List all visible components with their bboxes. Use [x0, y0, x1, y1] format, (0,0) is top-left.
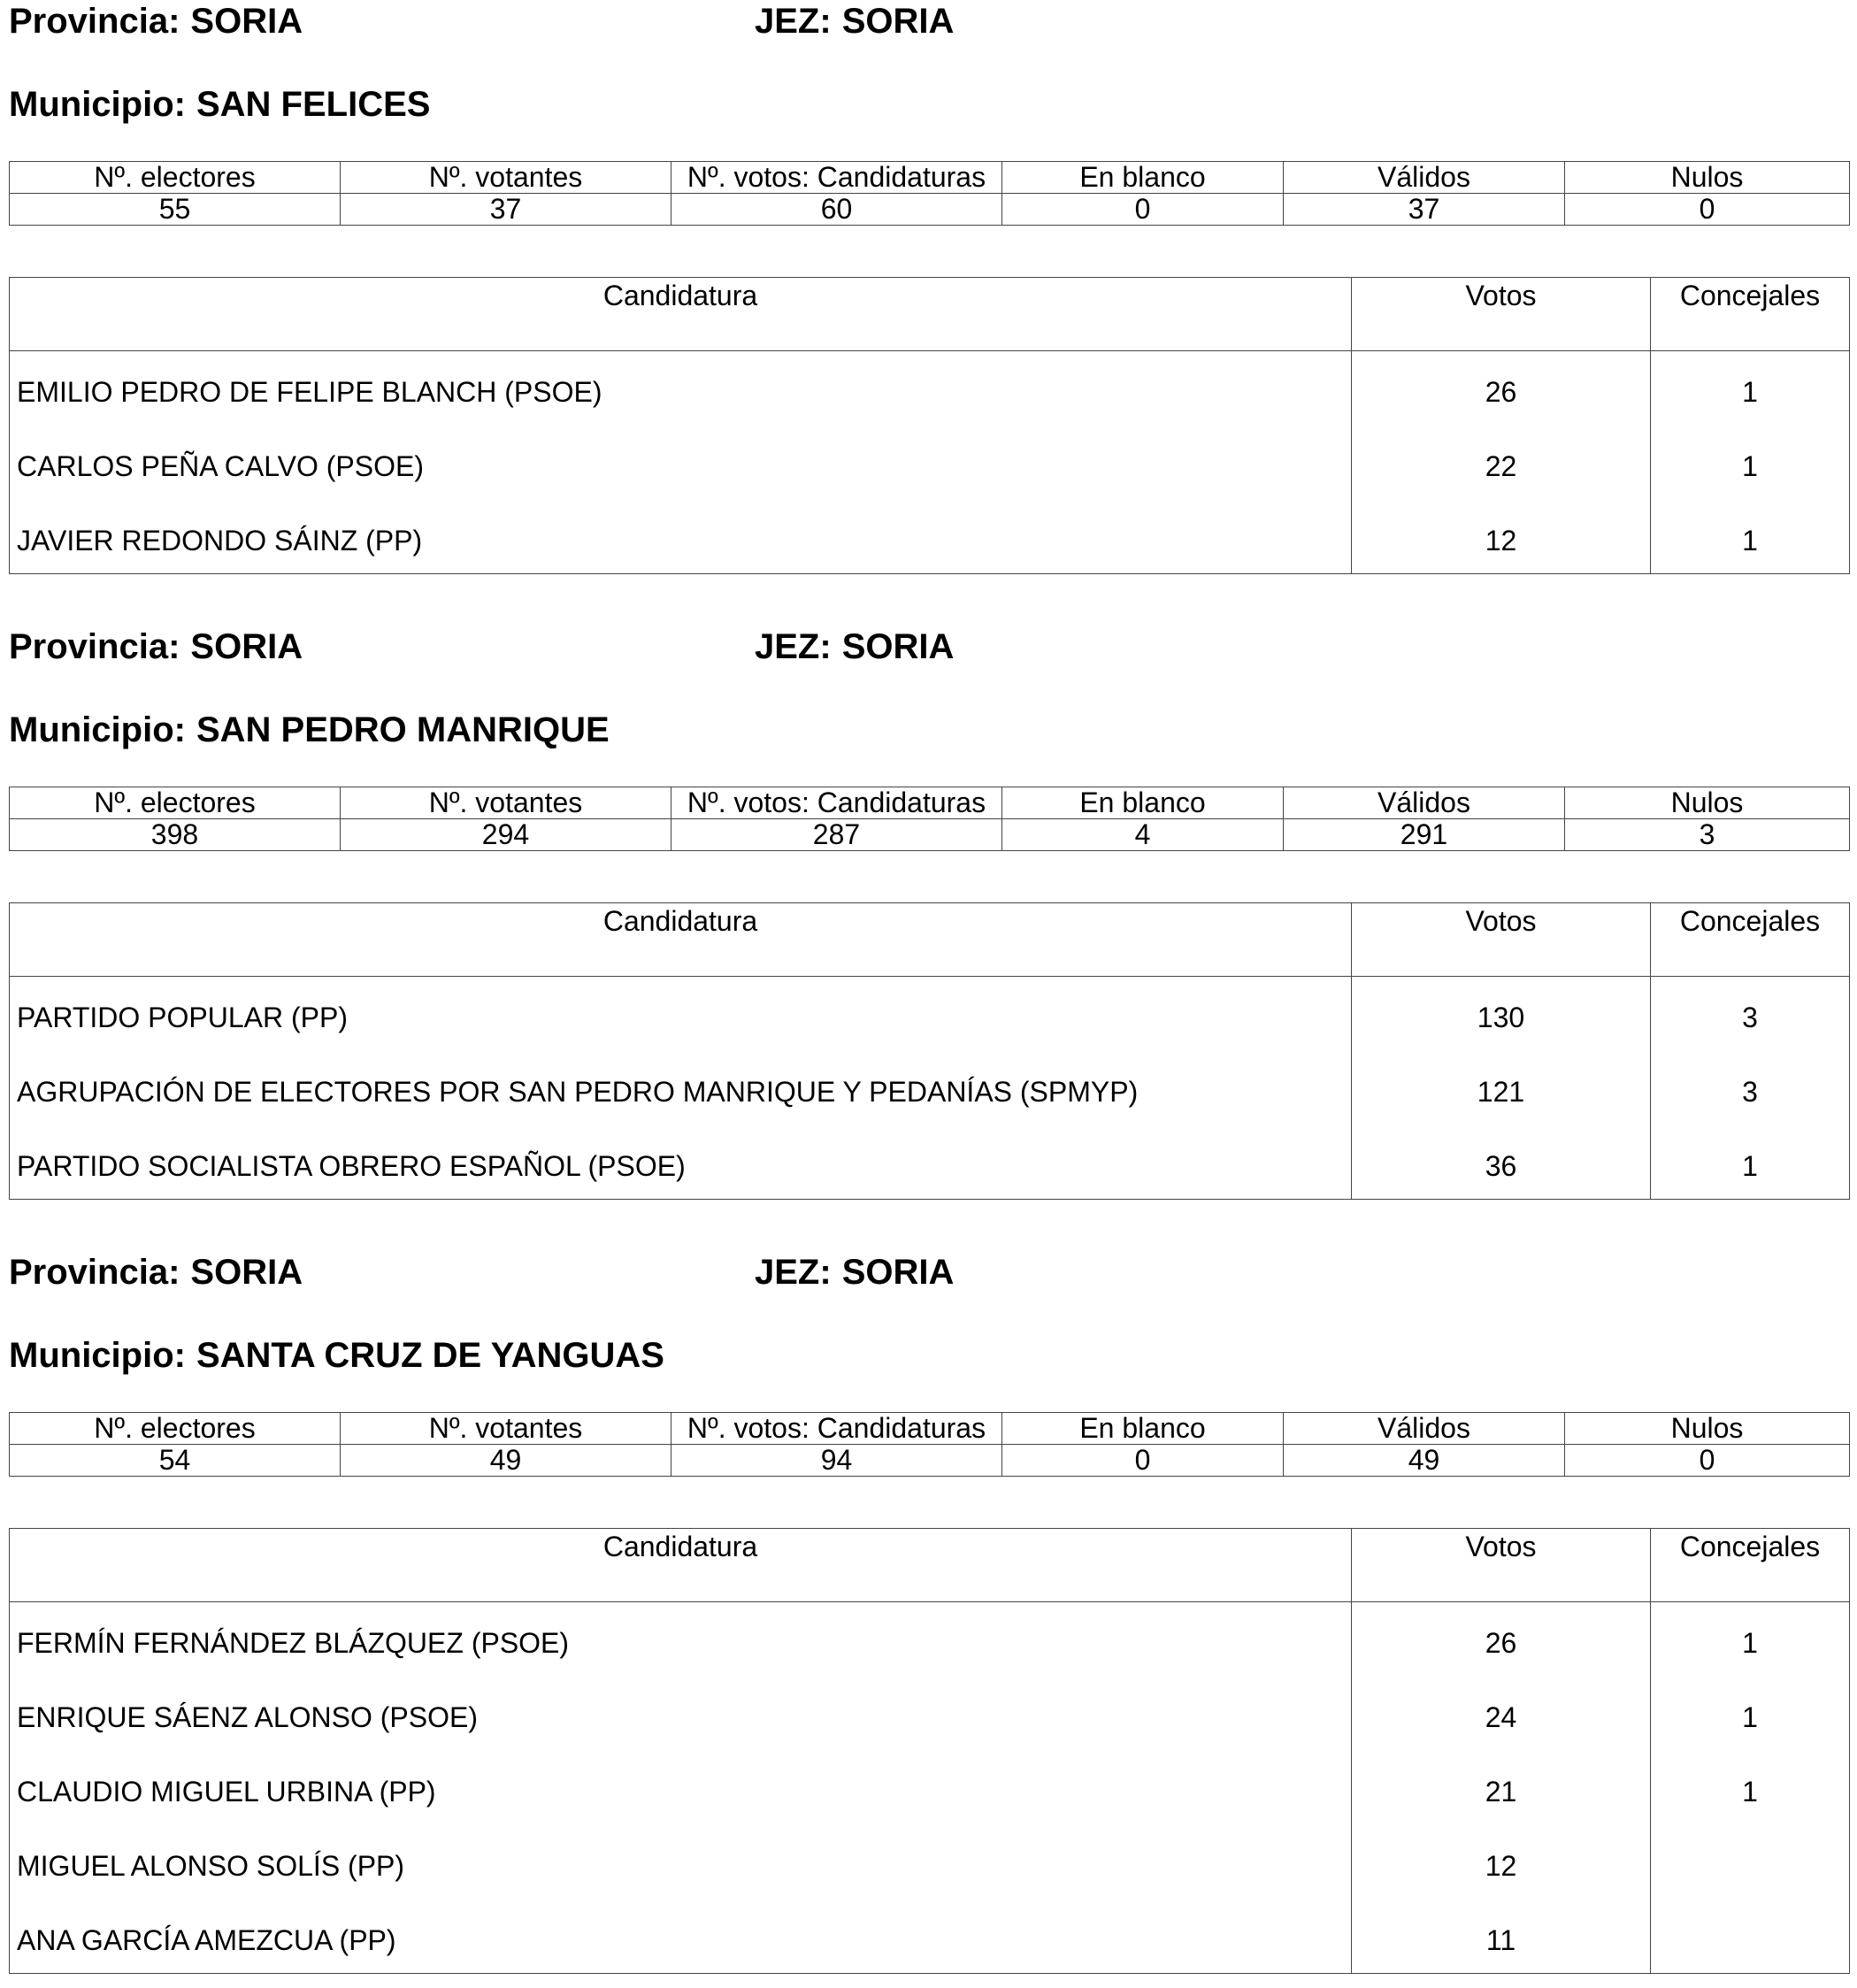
- candidate-concejales: 1: [1651, 351, 1850, 426]
- candidate-name: ANA GARCÍA AMEZCUA (PP): [10, 1900, 1352, 1974]
- jez-heading: [755, 1255, 954, 1290]
- provincia-heading: [9, 1255, 303, 1290]
- candidate-concejales: 1: [1651, 1602, 1850, 1677]
- municipio-value: SAN FELICES: [196, 85, 431, 124]
- candidate-name: MIGUEL ALONSO SOLÍS (PP): [10, 1825, 1352, 1900]
- header-concejales: Concejales: [1651, 903, 1850, 977]
- candidate-name: JAVIER REDONDO SÁINZ (PP): [10, 500, 1352, 574]
- value-validos: 49: [1284, 1445, 1565, 1477]
- candidate-name: PARTIDO POPULAR (PP): [10, 977, 1352, 1051]
- jez-value: SORIA: [841, 1253, 955, 1292]
- jez-label: JEZ:: [755, 627, 832, 666]
- value-votantes: 49: [341, 1445, 671, 1477]
- candidate-concejales: 1: [1651, 1125, 1850, 1200]
- candidate-votos: 130: [1352, 977, 1651, 1051]
- header-concejales: Concejales: [1651, 1529, 1850, 1602]
- municipio-value: SANTA CRUZ DE YANGUAS: [196, 1336, 664, 1375]
- value-validos: 37: [1284, 194, 1565, 226]
- jez-value: SORIA: [841, 627, 955, 666]
- value-votos-candidaturas: 287: [671, 819, 1002, 851]
- municipio-label: Municipio:: [9, 710, 186, 749]
- summary-table: [9, 787, 1850, 851]
- candidate-concejales: 1: [1651, 426, 1850, 500]
- header-en-blanco: En blanco: [1002, 1413, 1284, 1445]
- value-nulos: 0: [1565, 194, 1850, 226]
- candidate-concejales: 1: [1651, 1751, 1850, 1825]
- candidate-concejales: 1: [1651, 1677, 1850, 1751]
- value-votos-candidaturas: 94: [671, 1445, 1002, 1477]
- provincia-value: SORIA: [190, 2, 303, 41]
- header-votos-candidaturas: Nº. votos: Candidaturas: [671, 162, 1002, 194]
- header-nulos: Nulos: [1565, 1413, 1850, 1445]
- provincia-heading: [9, 4, 303, 39]
- candidate-name: CARLOS PEÑA CALVO (PSOE): [10, 426, 1352, 500]
- candidate-votos: 12: [1352, 1825, 1651, 1900]
- candidate-row: [10, 1602, 1850, 1677]
- candidate-concejales: 3: [1651, 1051, 1850, 1125]
- candidate-votos: 121: [1352, 1051, 1651, 1125]
- header-votos: Votos: [1352, 1529, 1651, 1602]
- candidates-table: [9, 902, 1850, 1200]
- header-validos: Válidos: [1284, 162, 1565, 194]
- value-votantes: 294: [341, 819, 671, 851]
- header-concejales: Concejales: [1651, 278, 1850, 351]
- candidate-row: [10, 1051, 1850, 1125]
- candidate-row: [10, 1825, 1850, 1900]
- candidate-votos: 11: [1352, 1900, 1651, 1974]
- candidate-concejales: [1651, 1825, 1850, 1900]
- value-electores: 54: [10, 1445, 341, 1477]
- value-validos: 291: [1284, 819, 1565, 851]
- header-votantes: Nº. votantes: [341, 1413, 671, 1445]
- candidate-concejales: 1: [1651, 500, 1850, 574]
- municipio-heading: [9, 1338, 664, 1373]
- candidate-name: FERMÍN FERNÁNDEZ BLÁZQUEZ (PSOE): [10, 1602, 1352, 1677]
- municipio-label: Municipio:: [9, 85, 186, 124]
- summary-table: [9, 1412, 1850, 1477]
- summary-header-row: [10, 1413, 1850, 1445]
- candidate-name: ENRIQUE SÁENZ ALONSO (PSOE): [10, 1677, 1352, 1751]
- header-votos: Votos: [1352, 903, 1651, 977]
- jez-value: SORIA: [841, 2, 955, 41]
- value-nulos: 0: [1565, 1445, 1850, 1477]
- candidate-name: PARTIDO SOCIALISTA OBRERO ESPAÑOL (PSOE): [10, 1125, 1352, 1200]
- value-electores: 398: [10, 819, 341, 851]
- header-electores: Nº. electores: [10, 1413, 341, 1445]
- candidate-row: [10, 1900, 1850, 1974]
- candidates-header-row: [10, 278, 1850, 351]
- candidate-row: [10, 1751, 1850, 1825]
- header-candidatura: Candidatura: [10, 278, 1352, 351]
- candidate-votos: 22: [1352, 426, 1651, 500]
- provincia-label: Provincia:: [9, 627, 180, 666]
- candidate-row: [10, 977, 1850, 1051]
- header-votos-candidaturas: Nº. votos: Candidaturas: [671, 787, 1002, 819]
- header-votos: Votos: [1352, 278, 1651, 351]
- provincia-value: SORIA: [190, 627, 303, 666]
- candidate-votos: 26: [1352, 351, 1651, 426]
- header-validos: Válidos: [1284, 1413, 1565, 1445]
- candidate-votos: 21: [1352, 1751, 1651, 1825]
- candidate-votos: 24: [1352, 1677, 1651, 1751]
- header-candidatura: Candidatura: [10, 1529, 1352, 1602]
- candidate-name: CLAUDIO MIGUEL URBINA (PP): [10, 1751, 1352, 1825]
- candidate-votos: 36: [1352, 1125, 1651, 1200]
- header-votantes: Nº. votantes: [341, 787, 671, 819]
- candidates-table: [9, 277, 1850, 574]
- candidate-name: AGRUPACIÓN DE ELECTORES POR SAN PEDRO MANRIQUE Y PEDANÍAS (SPMYP): [10, 1051, 1352, 1125]
- summary-table: [9, 161, 1850, 226]
- provincia-heading: [9, 629, 303, 664]
- candidate-votos: 12: [1352, 500, 1651, 574]
- candidates-table: [9, 1528, 1850, 1974]
- header-nulos: Nulos: [1565, 162, 1850, 194]
- candidate-row: [10, 500, 1850, 574]
- municipio-value: SAN PEDRO MANRIQUE: [196, 710, 610, 749]
- municipio-heading: [9, 712, 610, 748]
- header-candidatura: Candidatura: [10, 903, 1352, 977]
- value-en-blanco: 0: [1002, 194, 1284, 226]
- jez-heading: [755, 4, 954, 39]
- candidate-concejales: 3: [1651, 977, 1850, 1051]
- provincia-label: Provincia:: [9, 2, 180, 41]
- value-nulos: 3: [1565, 819, 1850, 851]
- header-electores: Nº. electores: [10, 162, 341, 194]
- candidate-votos: 26: [1352, 1602, 1651, 1677]
- value-electores: 55: [10, 194, 341, 226]
- header-votos-candidaturas: Nº. votos: Candidaturas: [671, 1413, 1002, 1445]
- candidate-row: [10, 351, 1850, 426]
- value-votantes: 37: [341, 194, 671, 226]
- value-en-blanco: 4: [1002, 819, 1284, 851]
- candidate-concejales: [1651, 1900, 1850, 1974]
- provincia-value: SORIA: [190, 1253, 303, 1292]
- header-electores: Nº. electores: [10, 787, 341, 819]
- candidate-row: [10, 1125, 1850, 1200]
- header-en-blanco: En blanco: [1002, 162, 1284, 194]
- summary-header-row: [10, 162, 1850, 194]
- municipio-heading: [9, 87, 430, 122]
- header-en-blanco: En blanco: [1002, 787, 1284, 819]
- summary-value-row: [10, 194, 1850, 226]
- value-en-blanco: 0: [1002, 1445, 1284, 1477]
- jez-label: JEZ:: [755, 1253, 832, 1292]
- summary-value-row: [10, 1445, 1850, 1477]
- summary-value-row: [10, 819, 1850, 851]
- header-nulos: Nulos: [1565, 787, 1850, 819]
- jez-label: JEZ:: [755, 2, 832, 41]
- candidate-name: EMILIO PEDRO DE FELIPE BLANCH (PSOE): [10, 351, 1352, 426]
- candidate-row: [10, 1677, 1850, 1751]
- summary-header-row: [10, 787, 1850, 819]
- header-votantes: Nº. votantes: [341, 162, 671, 194]
- candidate-row: [10, 426, 1850, 500]
- value-votos-candidaturas: 60: [671, 194, 1002, 226]
- header-validos: Válidos: [1284, 787, 1565, 819]
- candidates-header-row: [10, 1529, 1850, 1602]
- jez-heading: [755, 629, 954, 664]
- municipio-label: Municipio:: [9, 1336, 186, 1375]
- provincia-label: Provincia:: [9, 1253, 180, 1292]
- candidates-header-row: [10, 903, 1850, 977]
